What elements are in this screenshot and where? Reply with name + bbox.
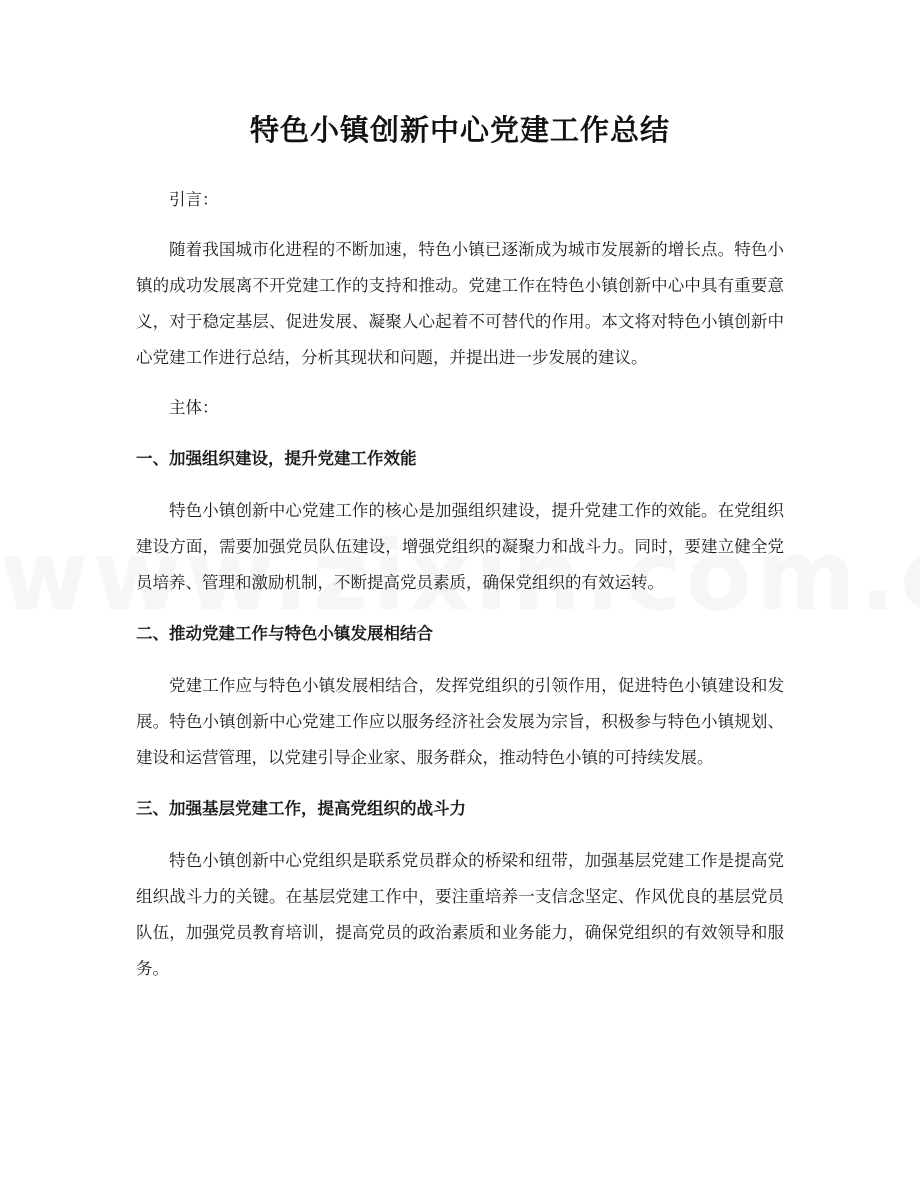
intro-label: 引言：: [169, 190, 219, 209]
page-title: 特色小镇创新中心党建工作总结: [249, 113, 670, 147]
section-paragraph-1: 特色小镇创新中心党建工作的核心是加强组织建设，提升党建工作的效能。在党组织建设方面，需要加强党员队伍建设，增强党组织的凝聚力和战斗力。同时，要建立健全党员培养、管理和激励机制，不断提高党员素质，确保党组织的有效运转。: [136, 501, 784, 592]
section-heading-1: 一、加强组织建设，提升党建工作效能: [136, 449, 417, 468]
section-paragraph-3: 特色小镇创新中心党组织是联系党员群众的桥梁和纽带，加强基层党建工作是提高党组织战斗力的关键。在基层党建工作中，要注重培养一支信念坚定、作风优良的基层党员队伍，加强党员教育培训，提高党员的政治素质和业务能力，确保党组织的有效领导和服务。: [136, 851, 784, 978]
document-body: [136, 182, 784, 987]
intro-paragraph: 随着我国城市化进程的不断加速，特色小镇已逐渐成为城市发展新的增长点。特色小镇的成功发展离不开党建工作的支持和推动。党建工作在特色小镇创新中心中具有重要意义，对于稳定基层、促进发展、凝聚人心起着不可替代的作用。本文将对特色小镇创新中心党建工作进行总结，分析其现状和问题，并提出进一步发展的建议。: [136, 240, 784, 367]
body-label: 主体：: [169, 398, 219, 417]
section-heading-3: 三、加强基层党建工作，提高党组织的战斗力: [136, 799, 466, 818]
section-paragraph-2: 党建工作应与特色小镇发展相结合，发挥党组织的引领作用，促进特色小镇建设和发展。特色小镇创新中心党建工作应以服务经济社会发展为宗旨，积极参与特色小镇规划、建设和运营管理，以党建引导企业家、服务群众，推动特色小镇的可持续发展。: [136, 676, 784, 767]
section-heading-2: 二、推动党建工作与特色小镇发展相结合: [136, 624, 433, 643]
